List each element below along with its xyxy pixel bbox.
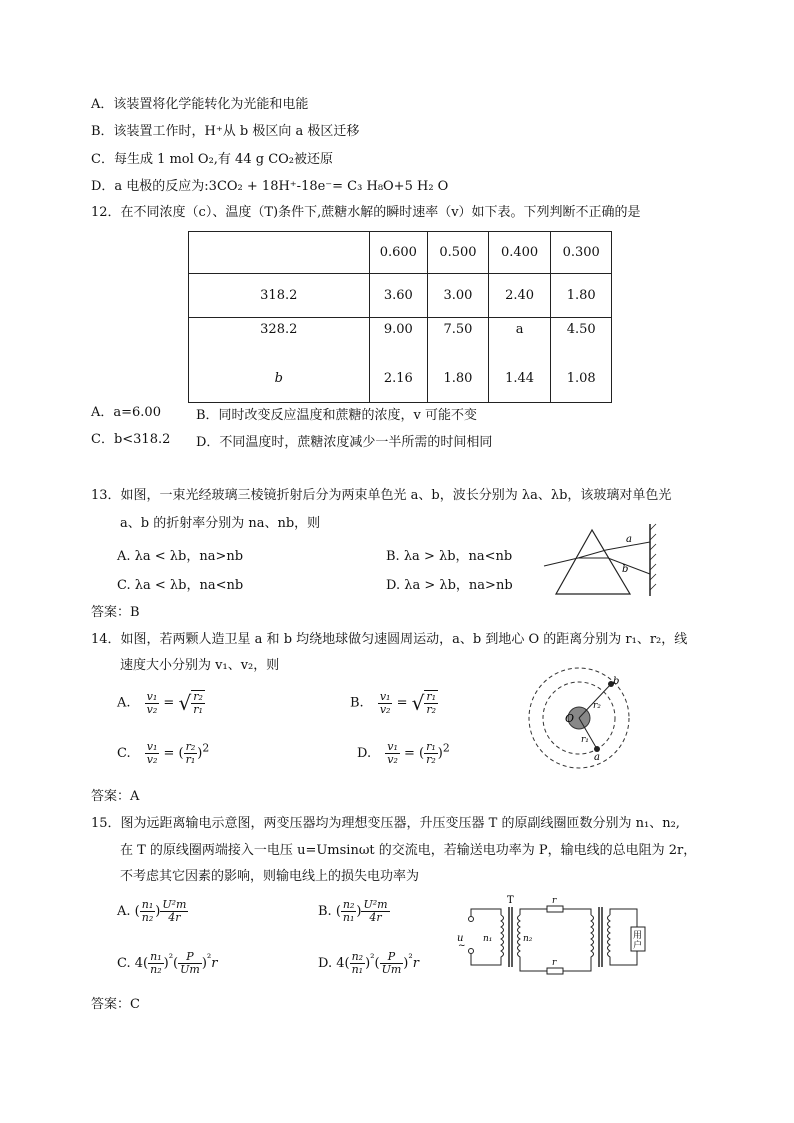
- q15-option-d: D. 4( $\frac{\text{n₂}}{\text{n₁}}$ )$^{^2}$( $\frac{P}{Um}$ )$^{^2}$r: [318, 950, 419, 976]
- satellite-a-label: a: [594, 752, 600, 763]
- q15-option-c: C. 4( $\frac{\text{n₁}}{\text{n₂}}$ )$^{^2}$( $\frac{P}{Um}$ )$^{^2}$r: [117, 950, 218, 976]
- q13-stem-line1: 13．如图，一束光经玻璃三棱镜折射后分为两束单色光 a、b，波长分别为 λa、λb，该玻璃对单色光: [91, 488, 672, 503]
- secondary-coil: [518, 915, 521, 959]
- q13-stem-line2: a、b 的折射率分别为 na、nb，则: [120, 516, 321, 531]
- fraction-n2-n1: $\frac{\text{n₂}}{\text{n₁}}$: [351, 950, 364, 976]
- resistor-bottom-label: r: [552, 958, 557, 968]
- table-cell: [189, 232, 370, 274]
- fraction-v1-v2: $\frac{\text{v₁}}{\text{v₂}}$: [379, 689, 391, 716]
- table-cell: 3.60: [369, 274, 428, 318]
- option-label: D.: [357, 746, 372, 761]
- ray-a-label: a: [626, 534, 632, 545]
- table-cell: 2.16: [369, 356, 428, 403]
- fraction-r1-r2: $\frac{\text{r₁}}{\text{r₂}}$: [426, 690, 437, 716]
- q11-option-b: B．该装置工作时，H⁺从 b 极区向 a 极区迁移: [91, 124, 360, 139]
- fraction-r1-r2: $\frac{\text{r₁}}{\text{r₂}}$: [426, 740, 436, 766]
- satellite-b-label: b: [613, 676, 620, 687]
- table-cell: 2.40: [488, 274, 551, 318]
- terminal-bottom: [469, 949, 474, 954]
- coil-n1-label: n₁: [483, 934, 493, 944]
- orbit-figure: [525, 662, 635, 777]
- q13-option-b: B. λa > λb，na<nb: [386, 549, 513, 564]
- line-top-left: [520, 909, 547, 915]
- fraction-v1-v2: $\frac{\text{v₁}}{\text{v₂}}$: [146, 689, 158, 716]
- table-row: [189, 318, 612, 356]
- line-bottom-right: [563, 959, 591, 971]
- load-wire-top: [610, 909, 637, 927]
- q15-answer: 答案：C: [91, 997, 140, 1012]
- fraction-n1-n2: $\frac{\text{n₁}}{\text{n₂}}$: [150, 950, 162, 976]
- q15-option-b: B. ( $\frac{\text{n₂}}{\text{n₁}}$ ) $\frac{\text{U²m}}{4r}$: [318, 898, 388, 924]
- table-cell: 7.50: [428, 318, 489, 356]
- resistor-top: [547, 906, 563, 912]
- q12-option-b: B．同时改变反应温度和蔗糖的浓度，v 可能不变: [196, 408, 478, 423]
- table-cell: 9.00: [369, 318, 428, 356]
- table-cell: a: [488, 318, 551, 356]
- q13-answer: 答案：B: [91, 605, 140, 620]
- fraction-um2-4r: $\frac{\text{U²m}}{4r}$: [162, 898, 187, 924]
- q11-option-a: A．该装置将化学能转化为光能和电能: [91, 97, 309, 112]
- q12-option-c: C．b<318.2: [91, 432, 171, 447]
- table-cell: 0.400: [488, 232, 551, 274]
- transformer-t-label: T: [507, 895, 514, 906]
- option-label: D.: [318, 956, 333, 971]
- table-cell: 0.300: [551, 232, 612, 274]
- table-cell: 3.00: [428, 274, 489, 318]
- q12-data-table: [188, 231, 612, 403]
- line-top-right: [563, 909, 591, 915]
- q14-option-c: C. $\frac{\text{v₁}}{\text{v₂}}$ = ( $\frac{\text{r₂}}{\text{r₁}}$ )$^2$: [117, 740, 210, 766]
- fraction-um2-4r: $\frac{\text{U²m}}{4r}$: [363, 898, 388, 924]
- user-load-label-2: 户: [633, 941, 643, 951]
- center-o-label: O: [565, 712, 575, 725]
- primary-wire-bottom: [471, 954, 501, 965]
- q11-option-d: D．a 电极的反应为:3CO₂ + 18H⁺-18e⁻= C₃ H₈O+5 H₂ O: [91, 179, 449, 194]
- q15-stem-line3: 不考虑其它因素的影响，则输电线上的损失电功率为: [120, 869, 420, 884]
- primary-coil: [501, 915, 504, 959]
- q15-stem-line1: 15．图为远距离输电示意图，两变压器均为理想变压器，升压变压器 T 的原副线圈匝数分别为 n₁、n₂,: [91, 816, 680, 831]
- table-cell: 4.50: [551, 318, 612, 356]
- fraction-n1-n2: $\frac{\text{n₁}}{\text{n₂}}$: [141, 898, 154, 924]
- q12-stem: 12．在不同浓度（c）、温度（T)条件下,蔗糖水解的瞬时速率（v）如下表。下列判断不正确的是: [91, 205, 641, 220]
- prism-figure: [540, 522, 660, 598]
- primary-wire-top: [471, 909, 501, 916]
- fraction-v1-v2: $\frac{\text{v₁}}{\text{v₂}}$: [387, 740, 398, 766]
- q14-option-d: D. $\frac{\text{v₁}}{\text{v₂}}$ = ( $\frac{\text{r₁}}{\text{r₂}}$ )$^2$: [357, 740, 450, 766]
- radius-r1-label: r₁: [581, 735, 589, 745]
- q14-stem-line2: 速度大小分别为 v₁、v₂，则: [120, 658, 280, 673]
- user-load-label-1: 用: [633, 931, 643, 941]
- q14-option-b: B. $\frac{\text{v₁}}{\text{v₂}}$ = √ $\frac{\text{r₁}}{\text{r₂}}$: [350, 689, 437, 716]
- q14-answer: 答案：A: [91, 789, 140, 804]
- q13-option-c: C. λa < λb，na<nb: [117, 578, 244, 593]
- option-label: B.: [350, 695, 364, 711]
- coil-n2-label: n₂: [523, 934, 533, 944]
- fraction-n2-n1: $\frac{\text{n₂}}{\text{n₁}}$: [342, 898, 355, 924]
- table-header-row: [189, 232, 612, 274]
- load-wire-bottom: [610, 951, 637, 965]
- fraction-p-um: $\frac{P}{Um}$: [381, 950, 402, 976]
- table-row: [189, 274, 612, 318]
- q13-option-d: D. λa > λb，na>nb: [386, 578, 513, 593]
- option-label: C.: [117, 956, 131, 971]
- table-cell: 1.44: [488, 356, 551, 403]
- table-row: [189, 356, 612, 403]
- table-cell: 1.80: [551, 274, 612, 318]
- option-label: A.: [117, 904, 131, 919]
- fraction-r2-r1: $\frac{\text{r₂}}{\text{r₁}}$: [193, 690, 203, 716]
- terminal-top: [469, 917, 474, 922]
- stepdown-primary-coil: [591, 915, 594, 959]
- q14-stem-line1: 14．如图，若两颗人造卫星 a 和 b 均绕地球做匀速圆周运动，a、b 到地心 O 的距离分别为 r₁、r₂，线: [91, 632, 688, 647]
- wall-hatching: [650, 524, 656, 590]
- table-cell: 318.2: [189, 274, 370, 318]
- fraction-r2-r1: $\frac{\text{r₂}}{\text{r₁}}$: [185, 740, 196, 766]
- stepdown-secondary-coil: [608, 915, 611, 959]
- resistor-bottom: [547, 968, 563, 974]
- resistor-top-label: r: [552, 896, 557, 906]
- q15-stem-line2: 在 T 的原线圈两端接入一电压 u=Umsinωt 的交流电，若输送电功率为 P，输电线的总电阻为 2r，: [120, 843, 697, 858]
- q12-option-d: D．不同温度时，蔗糖浓度减少一半所需的时间相同: [196, 435, 493, 450]
- option-label: A.: [117, 695, 131, 711]
- table-cell: 0.500: [428, 232, 489, 274]
- option-label: C.: [117, 746, 131, 761]
- light-ray-a: [544, 542, 650, 566]
- q15-option-a: A. ( $\frac{\text{n₁}}{\text{n₂}}$ ) $\frac{\text{U²m}}{4r}$: [117, 898, 187, 924]
- table-cell: 1.80: [428, 356, 489, 403]
- q12-option-a: A．a=6.00: [91, 405, 161, 420]
- ac-tilde-icon: ~: [458, 941, 466, 951]
- radius-r2-label: r₂: [593, 701, 601, 711]
- line-bottom-left: [520, 959, 547, 971]
- q13-option-a: A. λa < λb，na>nb: [117, 549, 244, 564]
- q14-option-a: A. $\frac{\text{v₁}}{\text{v₂}}$ = √ $\frac{\text{r₂}}{\text{r₁}}$: [117, 689, 203, 716]
- table-cell: 1.08: [551, 356, 612, 403]
- power-transmission-figure: [455, 893, 655, 983]
- voltage-u-label: u: [457, 933, 464, 944]
- q11-option-c: C．每生成 1 mol O₂,有 44 g CO₂被还原: [91, 152, 334, 167]
- fraction-p-um: $\frac{P}{Um}$: [180, 950, 200, 976]
- ray-b-label: b: [622, 564, 629, 575]
- table-cell: 0.600: [369, 232, 428, 274]
- fraction-v1-v2: $\frac{\text{v₁}}{\text{v₂}}$: [146, 740, 158, 766]
- table-cell: b: [189, 356, 370, 403]
- table-cell: 328.2: [189, 318, 370, 356]
- option-label: B.: [318, 904, 332, 919]
